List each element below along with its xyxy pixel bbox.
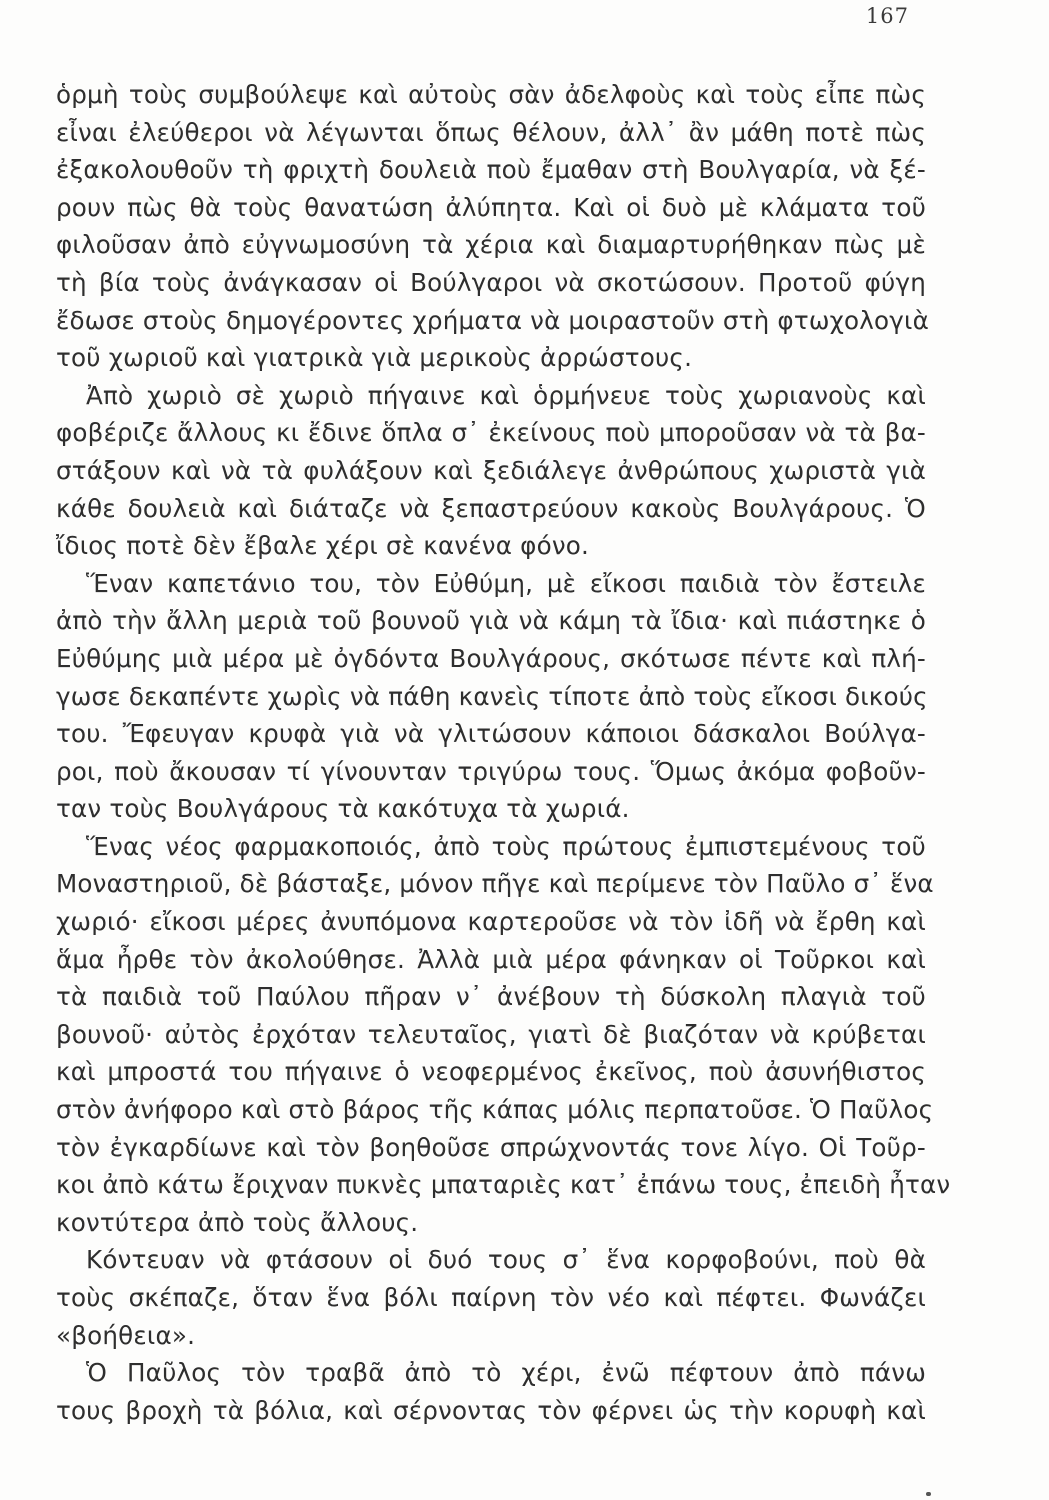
text-line: κάθε δουλειὰ καὶ διάταζε νὰ ξεπαστρεύουν κακοὺς Βουλγάρους. Ὁ — [56, 493, 926, 523]
paragraph-start-line: Ὁ Παῦλος τὸν τραβᾶ ἀπὸ τὸ χέρι, ἐνῶ πέφτουν ἀπὸ πάνω — [86, 1358, 926, 1388]
paragraph-start-line: Κόντευαν νὰ φτάσουν οἱ δυό τους σ᾽ ἕνα κορφοβούνι, ποὺ θὰ — [86, 1245, 926, 1275]
text-line: ταν τοὺς Βουλγάρους τὰ κακότυχα τὰ χωριά. — [56, 794, 630, 824]
print-speck — [926, 1492, 931, 1496]
text-line: φοβέριζε ἄλλους κι ἔδινε ὅπλα σ᾽ ἐκείνους ποὺ μποροῦσαν νὰ τὰ βα- — [56, 418, 926, 448]
text-line: γωσε δεκαπέντε χωρὶς νὰ πάθη κανεὶς τίποτε ἀπὸ τοὺς εἴκοσι δικούς — [56, 681, 928, 711]
text-line: ἐξακολουθοῦν τὴ φριχτὴ δουλειὰ ποὺ ἔμαθαν στὴ Βουλγαρία, νὰ ξέ- — [56, 155, 926, 185]
text-line: κοντύτερα ἀπὸ τοὺς ἄλλους. — [56, 1207, 419, 1237]
text-line: χωριό· εἴκοσι μέρες ἀνυπόμονα καρτεροῦσε νὰ τὸν ἰδῆ νὰ ἔρθη καὶ — [56, 907, 926, 937]
body-text — [56, 76, 951, 1429]
text-line: στάξουν καὶ νὰ τὰ φυλάξουν καὶ ξεδιάλεγε ἀνθρώπους χωριστὰ γιὰ — [56, 455, 926, 485]
text-line: τὸν ἐγκαρδίωνε καὶ τὸν βοηθοῦσε σπρώχνοντάς τονε λίγο. Οἱ Τοῦρ- — [56, 1132, 926, 1162]
text-line: τους βροχὴ τὰ βόλια, καὶ σέρνοντας τὸν φέρνει ὡς τὴν κορυφὴ καὶ — [56, 1395, 926, 1425]
text-line: ἔδωσε στοὺς δημογέροντες χρήματα νὰ μοιραστοῦν στὴ φτωχολογιὰ — [56, 305, 929, 335]
text-line: ρουν πὼς θὰ τοὺς θανατώση ἀλύπητα. Καὶ οἱ δυὸ μὲ κλάματα τοῦ — [56, 192, 926, 222]
text-line: τὰ παιδιὰ τοῦ Παύλου πῆραν ν᾽ ἀνέβουν τὴ δύσκολη πλαγιὰ τοῦ — [56, 982, 926, 1012]
paragraph-start-line: Ἀπὸ χωριὸ σὲ χωριὸ πήγαινε καὶ ὁρμήνευε τοὺς χωριανοὺς καὶ — [86, 380, 926, 410]
text-line: ἅμα ἦρθε τὸν ἀκολούθησε. Ἀλλὰ μιὰ μέρα φάνηκαν οἱ Τοῦρκοι καὶ — [56, 944, 926, 974]
text-line: καὶ μπροστά του πήγαινε ὁ νεοφερμένος ἐκεῖνος, ποὺ ἀσυνήθιστος — [56, 1057, 926, 1087]
text-line: Εὐθύμης μιὰ μέρα μὲ ὀγδόντα Βουλγάρους, σκότωσε πέντε καὶ πλή- — [56, 643, 926, 673]
text-line: του. Ἔφευγαν κρυφὰ γιὰ νὰ γλιτώσουν κάποιοι δάσκαλοι Βούλγα- — [56, 719, 926, 749]
text-line: κοι ἀπὸ κάτω ἔριχναν πυκνὲς μπαταριὲς κατ᾽ ἐπάνω τους, ἐπειδὴ ἦταν — [56, 1170, 951, 1200]
text-line: βουνοῦ· αὐτὸς ἐρχόταν τελευταῖος, γιατὶ δὲ βιαζόταν νὰ κρύβεται — [56, 1019, 926, 1049]
text-line: εἶναι ἐλεύθεροι νὰ λέγωνται ὅπως θέλουν, ἀλλ᾽ ἂν μάθη ποτὲ πὼς — [56, 117, 926, 147]
text-line: «βοήθεια». — [56, 1320, 196, 1350]
text-line: ἀπὸ τὴν ἄλλη μεριὰ τοῦ βουνοῦ γιὰ νὰ κάμη τὰ ἴδια· καὶ πιάστηκε ὁ — [56, 606, 926, 636]
text-line: τοῦ χωριοῦ καὶ γιατρικὰ γιὰ μερικοὺς ἀρρώστους. — [56, 343, 693, 373]
text-line: ἴδιος ποτὲ δὲν ἔβαλε χέρι σὲ κανένα φόνο. — [56, 531, 590, 561]
text-line: στὸν ἀνήφορο καὶ στὸ βάρος τῆς κάπας μόλις περπατοῦσε. Ὁ Παῦλος — [56, 1095, 934, 1125]
paragraph-start-line: Ἕναν καπετάνιο του, τὸν Εὐθύμη, μὲ εἴκοσι παιδιὰ τὸν ἔστειλε — [86, 568, 926, 598]
text-line: ροι, ποὺ ἄκουσαν τί γίνουνταν τριγύρω τους. Ὅμως ἀκόμα φοβοῦν- — [56, 756, 926, 786]
text-line: φιλοῦσαν ἀπὸ εὐγνωμοσύνη τὰ χέρια καὶ διαμαρτυρήθηκαν πὼς μὲ — [56, 230, 926, 260]
text-line: ὁρμὴ τοὺς συμβούλεψε καὶ αὐτοὺς σὰν ἀδελφοὺς καὶ τοὺς εἶπε πὼς — [56, 80, 926, 109]
text-line: Μοναστηριοῦ, δὲ βάσταξε, μόνον πῆγε καὶ περίμενε τὸν Παῦλο σ᾽ ἕνα — [56, 869, 934, 899]
text-line: τὴ βία τοὺς ἀνάγκασαν οἱ Βούλγαροι νὰ σκοτώσουν. Προτοῦ φύγη — [56, 267, 926, 297]
paragraph-start-line: Ἕνας νέος φαρμακοποιός, ἀπὸ τοὺς πρώτους ἐμπιστεμένους τοῦ — [86, 831, 926, 861]
text-line: τοὺς σκέπαζε, ὅταν ἕνα βόλι παίρνη τὸν νέο καὶ πέφτει. Φωνάζει — [56, 1283, 926, 1312]
page-number: 167 — [865, 4, 909, 28]
